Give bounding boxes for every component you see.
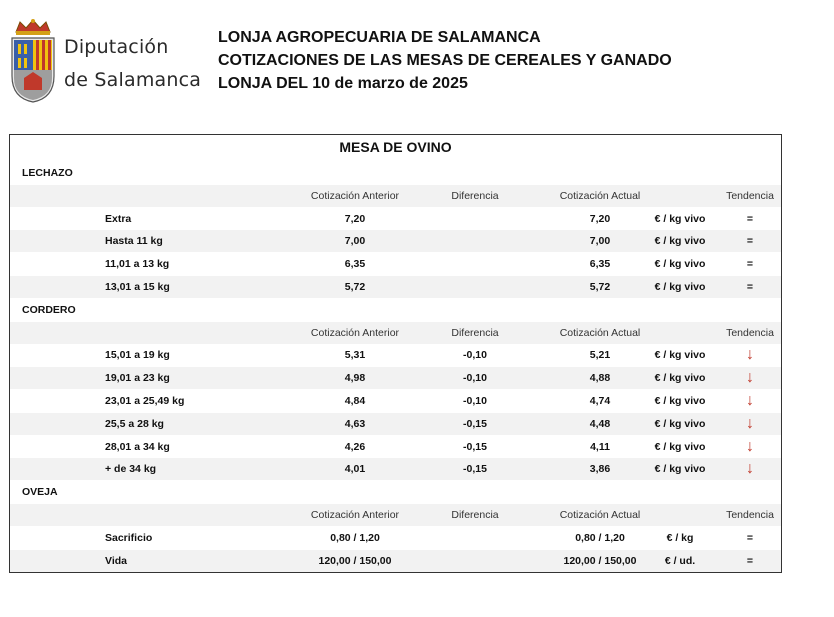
- cotizacion-actual: 120,00 / 150,00: [563, 554, 637, 567]
- column-header-row: [10, 504, 781, 526]
- column-header-row: [10, 322, 781, 344]
- table-title: MESA DE OVINO: [339, 139, 452, 155]
- column-header-tendencia: Tendencia: [726, 509, 774, 521]
- unit: € / kg: [666, 531, 694, 544]
- column-header-anterior: Cotización Anterior: [310, 189, 400, 202]
- row-label: Vida: [105, 554, 127, 567]
- section-row: [10, 481, 781, 503]
- row-label: 15,01 a 19 kg: [105, 349, 170, 362]
- diputacion-logo: [10, 12, 202, 104]
- row-label: Sacrificio: [105, 531, 153, 544]
- trend-equal-icon: =: [746, 258, 754, 271]
- column-header-anterior: Cotización Anterior: [310, 509, 400, 521]
- unit: € / kg vivo: [654, 235, 706, 248]
- trend-equal-icon: =: [746, 531, 754, 544]
- unit: € / kg vivo: [654, 372, 706, 385]
- unit: € / kg vivo: [654, 417, 706, 430]
- unit: € / kg vivo: [654, 281, 706, 293]
- table-row: [10, 344, 781, 366]
- cotizacion-anterior: 5,72: [344, 281, 366, 293]
- table-row: [10, 276, 781, 298]
- diferencia: -0,15: [463, 440, 487, 453]
- diferencia: -0,15: [463, 417, 487, 430]
- document-header: [218, 26, 672, 95]
- unit: € / ud.: [664, 554, 696, 567]
- column-header-diferencia: Diferencia: [451, 509, 499, 521]
- row-label: 13,01 a 15 kg: [105, 281, 170, 293]
- trend-down-arrow-icon: ↓: [746, 460, 754, 478]
- trend-equal-icon: =: [746, 281, 754, 293]
- cotizacion-anterior: 7,20: [344, 212, 366, 225]
- table-row: [10, 527, 781, 549]
- column-header-tendencia: Tendencia: [726, 326, 774, 339]
- cotizacion-anterior: 7,00: [344, 235, 366, 248]
- cotizacion-anterior: 5,31: [344, 349, 366, 362]
- column-header-diferencia: Diferencia: [451, 326, 499, 339]
- trend-down-arrow-icon: ↓: [746, 346, 754, 364]
- cotizacion-actual: 4,48: [589, 417, 611, 430]
- diferencia: -0,10: [463, 372, 487, 385]
- row-label: 23,01 a 25,49 kg: [105, 395, 185, 407]
- row-label: Hasta 11 kg: [105, 235, 163, 248]
- diferencia: -0,10: [463, 349, 487, 362]
- logo-line-2: de Salamanca: [64, 69, 202, 91]
- table-row: [10, 230, 781, 252]
- cotizacion-actual: 7,00: [589, 235, 611, 248]
- unit: € / kg vivo: [654, 349, 706, 362]
- row-label: 11,01 a 13 kg: [105, 258, 170, 271]
- section-title: OVEJA: [22, 486, 58, 499]
- row-label: 25,5 a 28 kg: [105, 417, 164, 430]
- trend-down-arrow-icon: ↓: [746, 369, 754, 387]
- table-row: [10, 367, 781, 389]
- cotizacion-anterior: 120,00 / 150,00: [318, 554, 392, 567]
- trend-down-arrow-icon: ↓: [746, 392, 754, 409]
- cotizacion-anterior: 4,01: [344, 463, 366, 476]
- column-header-diferencia: Diferencia: [451, 189, 499, 202]
- table-row: [10, 208, 781, 230]
- ovino-table: [9, 134, 782, 573]
- cotizacion-actual: 6,35: [589, 258, 611, 271]
- section-row: [10, 162, 781, 184]
- cotizacion-anterior: 4,26: [344, 440, 366, 453]
- header-line-2: COTIZACIONES DE LAS MESAS DE CEREALES Y GANADO: [218, 52, 672, 69]
- column-header-row: [10, 185, 781, 207]
- section-title: LECHAZO: [22, 167, 73, 179]
- cotizacion-actual: 5,21: [589, 349, 611, 362]
- cotizacion-actual: 4,88: [589, 372, 611, 385]
- unit: € / kg vivo: [654, 212, 706, 225]
- table-row: [10, 390, 781, 412]
- section-row: [10, 299, 781, 321]
- trend-down-arrow-icon: ↓: [746, 414, 754, 432]
- cotizacion-actual: 3,86: [589, 463, 611, 476]
- trend-down-arrow-icon: ↓: [746, 437, 754, 455]
- cotizacion-anterior: 4,98: [344, 372, 366, 385]
- table-row: [10, 458, 781, 480]
- cotizacion-anterior: 0,80 / 1,20: [330, 531, 380, 544]
- diferencia: -0,10: [463, 395, 487, 407]
- header-line-3: LONJA DEL 10 de marzo de 2025: [218, 75, 468, 92]
- unit: € / kg vivo: [654, 440, 706, 453]
- row-label: 19,01 a 23 kg: [105, 372, 170, 385]
- table-row: [10, 413, 781, 435]
- table-row: [10, 436, 781, 458]
- header-line-1: LONJA AGROPECUARIA DE SALAMANCA: [218, 29, 541, 46]
- cotizacion-anterior: 4,63: [344, 417, 366, 430]
- cotizacion-actual: 4,11: [590, 440, 610, 453]
- column-header-tendencia: Tendencia: [726, 189, 774, 202]
- section-title: CORDERO: [22, 303, 76, 316]
- unit: € / kg vivo: [654, 463, 706, 476]
- trend-equal-icon: =: [746, 554, 754, 567]
- cotizacion-actual: 5,72: [589, 281, 611, 293]
- cotizacion-actual: 0,80 / 1,20: [575, 531, 625, 544]
- row-label: Extra: [105, 212, 132, 225]
- table-row: [10, 253, 781, 275]
- row-label: 28,01 a 34 kg: [105, 440, 170, 453]
- logo-line-1: Diputación: [64, 36, 169, 58]
- unit: € / kg vivo: [654, 395, 706, 407]
- trend-equal-icon: =: [746, 235, 754, 248]
- table-row: [10, 550, 781, 572]
- column-header-actual: Cotización Actual: [559, 326, 641, 339]
- column-header-actual: Cotización Actual: [559, 189, 641, 202]
- coat-of-arms-icon: [10, 18, 56, 104]
- unit: € / kg vivo: [654, 258, 706, 271]
- column-header-anterior: Cotización Anterior: [310, 326, 400, 339]
- cotizacion-anterior: 6,35: [344, 258, 366, 271]
- cotizacion-actual: 7,20: [589, 212, 611, 225]
- diferencia: -0,15: [463, 463, 487, 476]
- column-header-actual: Cotización Actual: [559, 509, 641, 521]
- row-label: + de 34 kg: [105, 463, 157, 476]
- cotizacion-actual: 4,74: [589, 395, 611, 407]
- cotizacion-anterior: 4,84: [344, 395, 366, 407]
- trend-equal-icon: =: [746, 212, 754, 225]
